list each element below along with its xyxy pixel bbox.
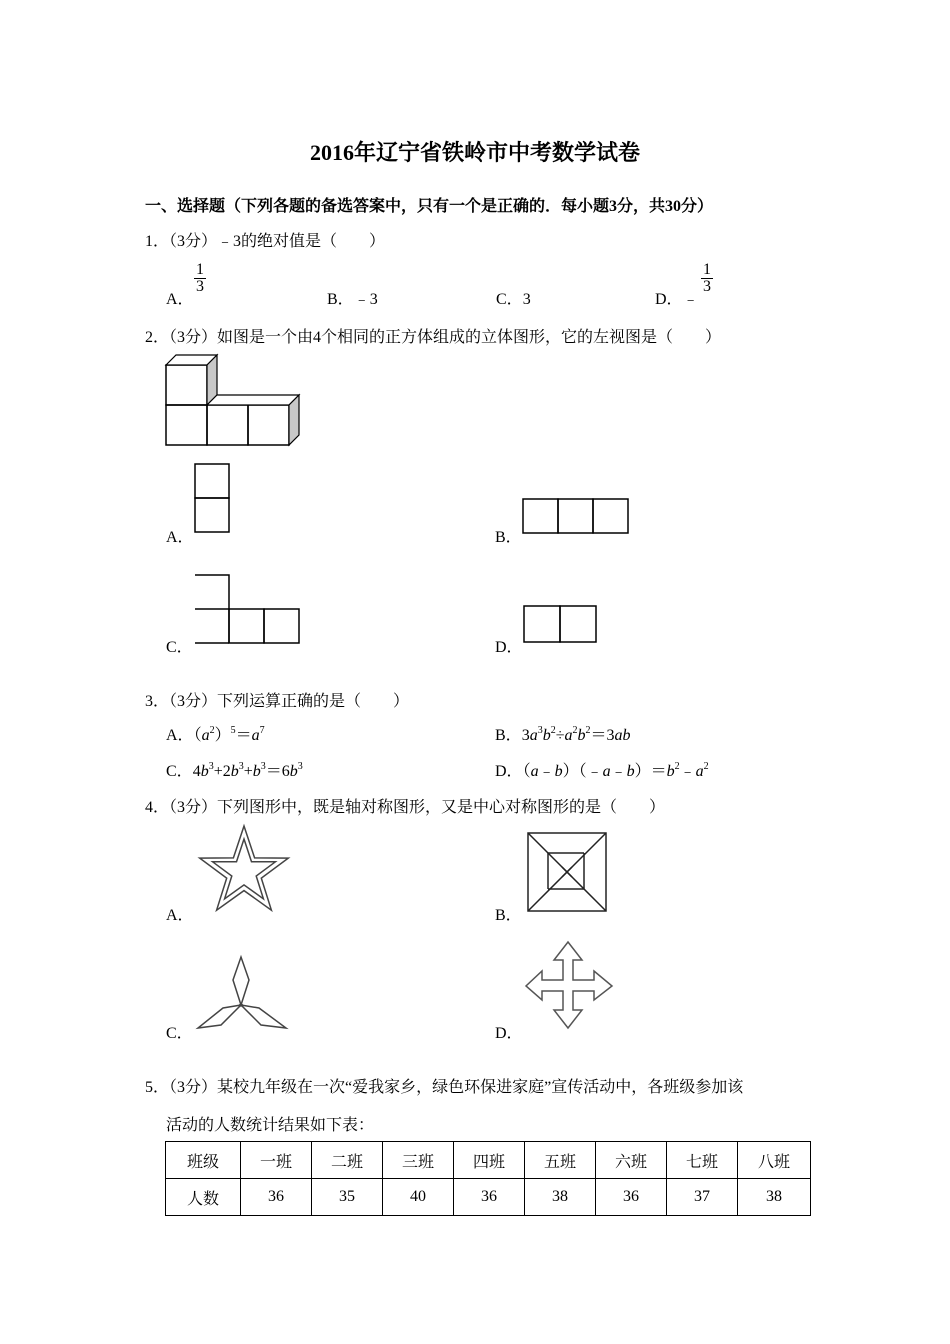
table-cell: 38	[738, 1179, 811, 1216]
q4-option-a-label[interactable]: A．	[166, 907, 194, 924]
q1-option-d-label: D．	[655, 291, 683, 308]
q2-option-b-figure[interactable]	[521, 497, 631, 537]
q3-option-a[interactable]	[166, 722, 265, 745]
q1-option-d[interactable]	[655, 261, 711, 308]
q1-option-c-label: C．	[496, 291, 523, 308]
q1-option-b-text: ﹣3	[353, 291, 378, 308]
q1-option-a-label: A．	[166, 291, 194, 308]
question-5-stem-line2: 活动的人数统计结果如下表：	[166, 1117, 375, 1134]
table-cell: 37	[667, 1179, 738, 1216]
section-heading: 一、选择题（下列各题的备选答案中，只有一个是正确的．每小题3分，共30分）	[145, 198, 714, 215]
q1-option-b-label: B．	[327, 291, 354, 308]
q1-option-d-sign: ﹣	[682, 291, 699, 308]
q3-option-c-expression: $4b^3+2b^3+b^3=6b^3$	[192, 761, 303, 780]
table-cell: 35	[312, 1179, 383, 1216]
table-header-row	[166, 1142, 811, 1179]
table-cell: 36	[454, 1179, 525, 1216]
q4-option-b-label[interactable]: B．	[495, 907, 522, 924]
question-5-stem-line1: 5．（3分）某校九年级在一次“爱我家乡，绿色环保进家庭”宣传活动中，各班级参加该	[145, 1079, 744, 1096]
table-cell: 人数	[166, 1179, 241, 1216]
table-cell: 三班	[383, 1142, 454, 1179]
q4-option-d-label[interactable]: D．	[495, 1025, 523, 1042]
q3-option-a-label: A．	[166, 727, 194, 744]
q1-option-d-fraction	[701, 262, 713, 295]
q4-option-b-square-pinwheel-figure[interactable]	[526, 831, 610, 915]
q3-option-b[interactable]	[495, 722, 630, 745]
table-cell: 七班	[667, 1142, 738, 1179]
q1-option-b[interactable]	[327, 286, 378, 309]
q2-option-d-label[interactable]: D．	[495, 639, 523, 656]
q1-option-c[interactable]	[496, 286, 531, 309]
denominator: 3	[196, 278, 204, 295]
q3-option-d[interactable]	[495, 758, 709, 781]
q3-option-d-label: D．	[495, 763, 523, 780]
table-cell: 二班	[312, 1142, 383, 1179]
q2-option-d-figure[interactable]	[522, 604, 602, 646]
q4-option-c-three-rhombus-figure[interactable]	[196, 955, 292, 1033]
question-1-stem: 1．（3分）﹣3的绝对值是（ ）	[145, 233, 386, 250]
q1-option-a-fraction	[194, 262, 206, 295]
q3-option-b-label: B．	[495, 727, 522, 744]
table-cell: 36	[241, 1179, 312, 1216]
numerator: 1	[703, 261, 711, 278]
table-cell: 班级	[166, 1142, 241, 1179]
question-2-stem: 2．（3分）如图是一个由4个相同的正方体组成的立体图形，它的左视图是（ ）	[145, 329, 722, 346]
q3-option-c-label: C．	[166, 763, 193, 780]
q5-class-count-table	[165, 1141, 811, 1216]
q2-option-b-label[interactable]: B．	[495, 529, 522, 546]
q1-option-a[interactable]	[166, 261, 204, 308]
denominator: 3	[703, 278, 711, 295]
question-4-stem: 4．（3分）下列图形中，既是轴对称图形，又是中心对称图形的是（ ）	[145, 799, 666, 816]
q2-option-a-figure[interactable]	[193, 462, 233, 536]
question-3-stem: 3．（3分）下列运算正确的是（ ）	[145, 693, 410, 710]
q3-option-a-expression: $(a^2)^5=a^7$	[193, 725, 265, 744]
table-cell: 八班	[738, 1142, 811, 1179]
q4-option-c-label[interactable]: C．	[166, 1025, 193, 1042]
table-cell: 40	[383, 1179, 454, 1216]
q3-option-b-expression: $3a^3b^2\div a^2b^2=3ab$	[521, 725, 631, 744]
q3-option-c[interactable]	[166, 758, 303, 781]
q1-option-c-text: 3	[522, 291, 531, 308]
q2-option-c-label[interactable]: C．	[166, 639, 193, 656]
numerator: 1	[196, 261, 204, 278]
q2-cube-solid-figure	[164, 353, 309, 449]
q4-option-d-four-arrows-figure[interactable]	[524, 940, 614, 1032]
table-cell: 五班	[525, 1142, 596, 1179]
table-cell: 四班	[454, 1142, 525, 1179]
q2-option-a-label[interactable]: A．	[166, 529, 194, 546]
table-cell: 36	[596, 1179, 667, 1216]
q4-option-a-star-figure[interactable]	[196, 824, 292, 916]
q2-option-c-figure[interactable]	[193, 573, 303, 647]
q3-option-d-expression: $(a﹣b)(﹣a﹣b)=b^2﹣a^2$	[522, 761, 709, 780]
table-cell: 38	[525, 1179, 596, 1216]
table-cell: 一班	[241, 1142, 312, 1179]
table-row	[166, 1179, 811, 1216]
table-cell: 六班	[596, 1142, 667, 1179]
paper-title: 2016年辽宁省铁岭市中考数学试卷	[309, 140, 640, 165]
